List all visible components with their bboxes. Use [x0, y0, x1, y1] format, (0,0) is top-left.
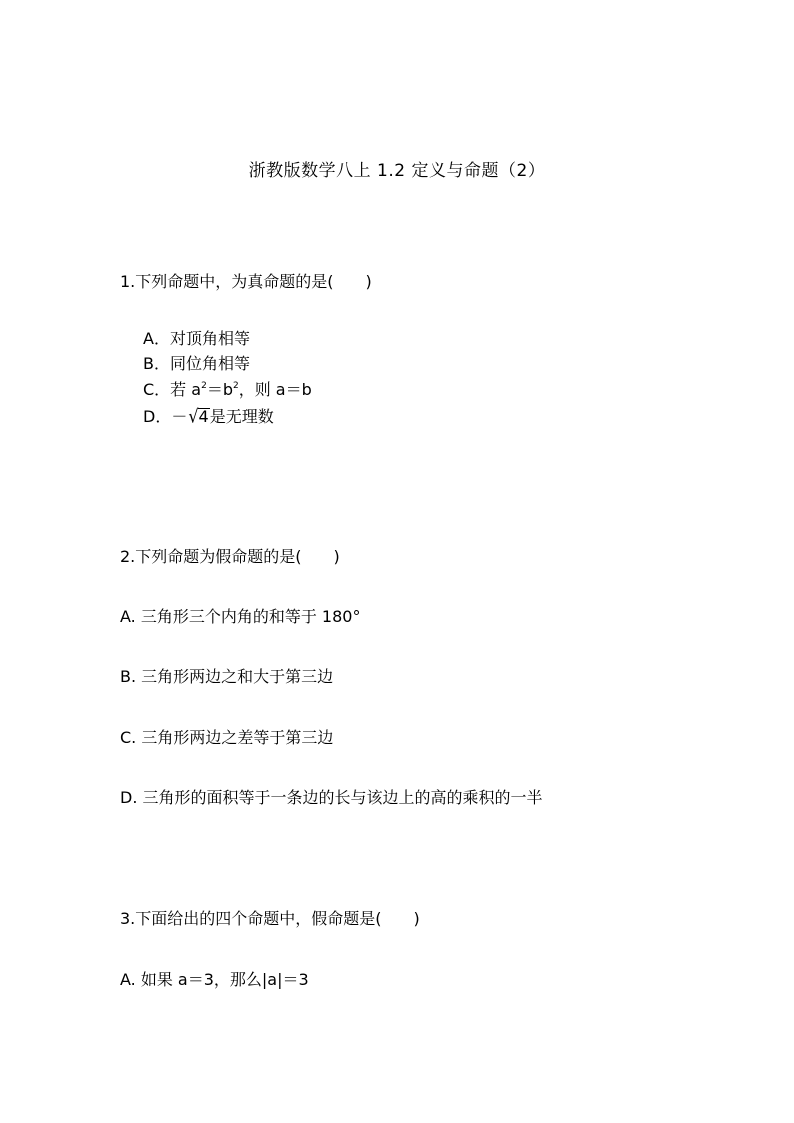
radicand: 4 [198, 407, 209, 426]
question-2-option-c: C. 三角形两边之差等于第三边 [120, 728, 334, 747]
question-3-stem: 3.下面给出的四个命题中，假命题是( ) [120, 909, 420, 928]
question-2-option-b: B. 三角形两边之和大于第三边 [120, 667, 334, 686]
square-root [188, 405, 209, 428]
question-1-option-d [143, 405, 274, 428]
question-1-option-c [143, 382, 312, 398]
option-c-mid: ＝b [206, 380, 233, 399]
exponent-1: 2 [201, 381, 207, 391]
option-c-suffix: ，则 a＝b [238, 380, 312, 399]
option-d-prefix: D．－ [143, 407, 188, 426]
question-3-option-a: A. 如果 a＝3，那么|a|＝3 [120, 970, 309, 989]
question-1-option-b: B．同位角相等 [143, 354, 250, 373]
question-1-stem: 1.下列命题中，为真命题的是( ) [120, 272, 372, 291]
question-2-option-a: A. 三角形三个内角的和等于 180° [120, 607, 361, 626]
option-d-suffix: 是无理数 [209, 407, 274, 426]
exponent-2: 2 [232, 381, 239, 391]
radical-sign: √ [188, 405, 199, 428]
question-2-option-d: D. 三角形的面积等于一条边的长与该边上的高的乘积的一半 [120, 788, 543, 807]
document-title: 浙教版数学八上 1.2 定义与命题（2） [248, 161, 546, 181]
option-c-prefix: C．若 a [143, 380, 202, 399]
question-1-option-a: A．对顶角相等 [143, 329, 250, 348]
question-2-stem: 2.下列命题为假命题的是( ) [120, 547, 340, 566]
